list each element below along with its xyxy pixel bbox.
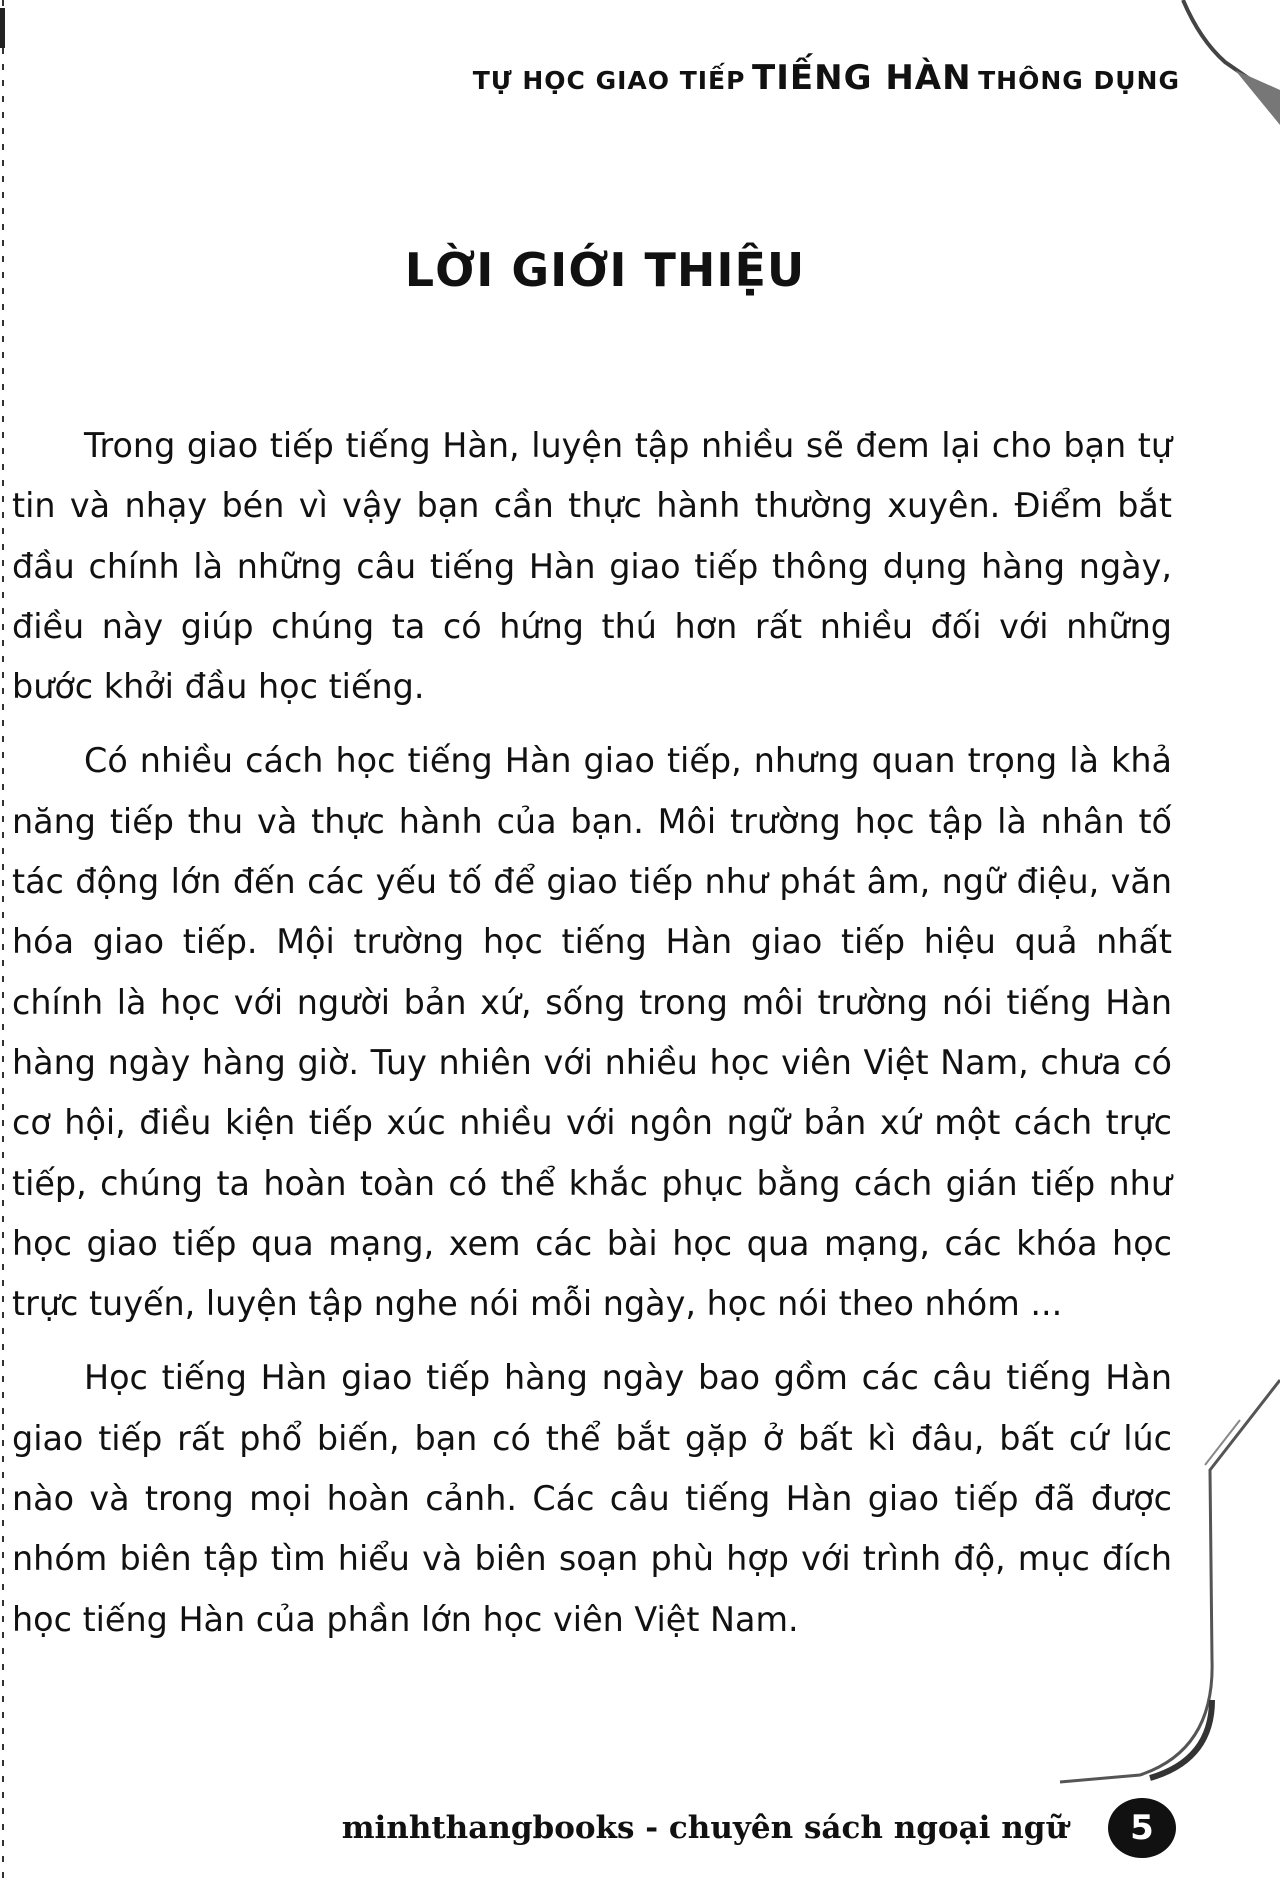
header-emphasis: TIẾNG HÀN — [752, 58, 972, 98]
header-prefix: TỰ HỌC GIAO TIẾP — [472, 66, 746, 95]
header-suffix: THÔNG DỤNG — [978, 66, 1180, 95]
chapter-title: LỜI GIỚI THIỆU — [404, 243, 806, 297]
paragraph-2: Có nhiều cách học tiếng Hàn giao tiếp, nhưng quan trọng là khả năng tiếp thu và thực hành của bạn. Môi trường học tập là nhân tố tác động lớn đến các yếu tố để giao tiếp như phát âm, ngữ điệu, văn hóa giao tiếp. Mội trường học tiếng Hàn giao tiếp hiệu quả nhất chính là học với người bản xứ, sống trong môi trường nói tiếng Hàn hàng ngày hàng giờ. Tuy nhiên với nhiều học viên Việt Nam, chưa có cơ hội, điều kiện tiếp xúc nhiều với ngôn ngữ bản xứ một cách trực tiếp, chúng ta hoàn toàn có thể khắc phục bằng cách gián tiếp như học giao tiếp qua mạng, xem các bài học qua mạng, các khóa học trực tuyến, luyện tập nghe nói mỗi ngày, học nói theo nhóm ... — [12, 741, 1172, 1324]
running-header — [473, 58, 1180, 98]
footer-publisher-label: minhthangbooks - chuyên sách ngoại ngữ — [341, 1810, 1068, 1846]
paragraph-1: Trong giao tiếp tiếng Hàn, luyện tập nhiều sẽ đem lại cho bạn tự tin và nhạy bén vì vậy bạn cần thực hành thường xuyên. Điểm bắt đầu chính là những câu tiếng Hàn giao tiếp thông dụng hàng ngày, điều này giúp chúng ta có hứng thú hơn rất nhiều đối với những bước khởi đầu học tiếng. — [12, 426, 1172, 707]
page-number-badge: 5 — [1108, 1798, 1176, 1858]
body-text — [12, 416, 1172, 1664]
paragraph-3: Học tiếng Hàn giao tiếp hàng ngày bao gồm các câu tiếng Hàn giao tiếp rất phổ biến, bạn có thể bắt gặp ở bất kì đâu, bất cứ lúc nào và trong mọi hoàn cảnh. Các câu tiếng Hàn giao tiếp đã được nhóm biên tập tìm hiểu và biên soạn phù hợp với trình độ, mục đích học tiếng Hàn của phần lớn học viên Việt Nam. — [12, 1358, 1172, 1639]
